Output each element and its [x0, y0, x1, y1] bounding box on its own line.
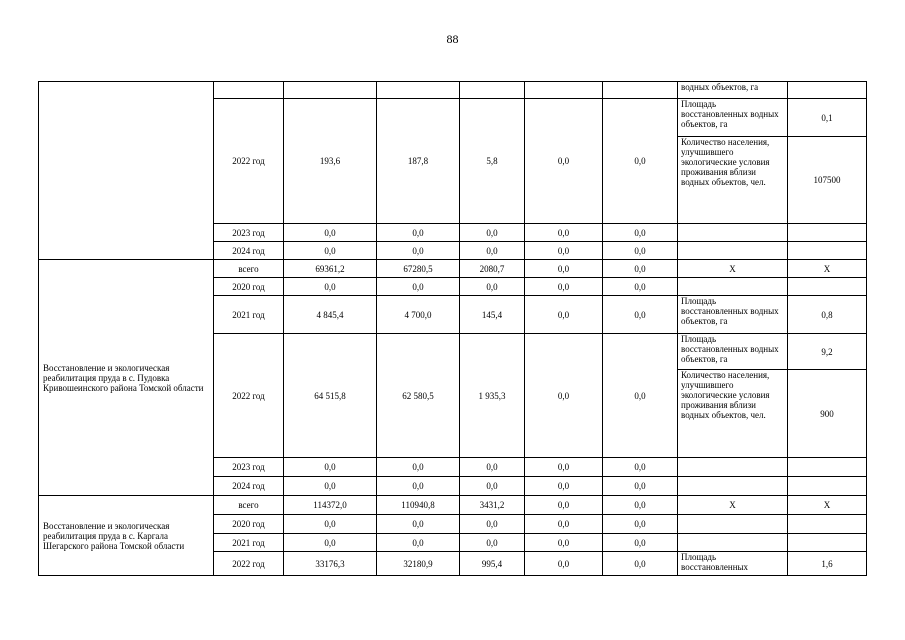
federal-cell: 0,0 — [377, 278, 460, 296]
other-cell: 0,0 — [603, 99, 678, 224]
federal-cell: 0,0 — [377, 242, 460, 260]
other-cell: 0,0 — [603, 242, 678, 260]
project-name-cell — [39, 82, 214, 260]
year-cell: 2021 год — [214, 534, 284, 552]
indicator-name-cell: X — [678, 496, 788, 515]
total-cell: 0,0 — [284, 477, 377, 496]
table-row — [39, 82, 867, 99]
total-cell: 69361,2 — [284, 260, 377, 278]
local-cell: 0,0 — [525, 224, 603, 242]
year-cell: 2020 год — [214, 515, 284, 534]
indicator-name-cell: Площадь восстановленных водных объектов, га — [678, 296, 788, 334]
project-name-cell: Восстановление и экологическая реабилитация пруда в с. Каргала Шегарского района Томской области — [39, 496, 214, 576]
other-cell: 0,0 — [603, 278, 678, 296]
local-cell: 0,0 — [525, 477, 603, 496]
indicator-value-cell — [788, 458, 867, 477]
year-cell: 2021 год — [214, 296, 284, 334]
indicator-name-cell: Количество населения, улучшившего экологические условия проживания вблизи водных объектов, чел. — [678, 370, 788, 458]
regional-cell: 0,0 — [460, 515, 525, 534]
total-cell: 0,0 — [284, 515, 377, 534]
local-cell: 0,0 — [525, 260, 603, 278]
indicator-value-cell — [788, 278, 867, 296]
year-cell: 2022 год — [214, 552, 284, 576]
indicator-name-cell: X — [678, 260, 788, 278]
federal-cell: 67280,5 — [377, 260, 460, 278]
year-cell: 2024 год — [214, 242, 284, 260]
other-cell: 0,0 — [603, 334, 678, 458]
table-row — [39, 496, 867, 515]
other-cell: 0,0 — [603, 477, 678, 496]
year-cell: 2023 год — [214, 458, 284, 477]
indicator-value-cell — [788, 477, 867, 496]
local-cell: 0,0 — [525, 334, 603, 458]
federal-cell: 32180,9 — [377, 552, 460, 576]
regional-cell: 0,0 — [460, 534, 525, 552]
regional-cell: 995,4 — [460, 552, 525, 576]
total-cell: 0,0 — [284, 278, 377, 296]
other-cell: 0,0 — [603, 534, 678, 552]
federal-cell: 187,8 — [377, 99, 460, 224]
other-cell: 0,0 — [603, 224, 678, 242]
other-cell: 0,0 — [603, 458, 678, 477]
federal-cell: 0,0 — [377, 458, 460, 477]
local-cell: 0,0 — [525, 534, 603, 552]
indicator-value-cell: 107500 — [788, 137, 867, 224]
year-cell: 2023 год — [214, 224, 284, 242]
year-cell: всего — [214, 260, 284, 278]
total-cell: 64 515,8 — [284, 334, 377, 458]
project-name-cell: Восстановление и экологическая реабилитация пруда в с. Пудовка Кривошеинского района Томской области — [39, 260, 214, 496]
federal-cell: 0,0 — [377, 224, 460, 242]
table-row — [39, 260, 867, 278]
total-cell: 0,0 — [284, 224, 377, 242]
federal-cell: 0,0 — [377, 515, 460, 534]
regional-cell: 0,0 — [460, 242, 525, 260]
indicator-value-cell: 1,6 — [788, 552, 867, 576]
local-cell: 0,0 — [525, 515, 603, 534]
local-cell — [525, 82, 603, 99]
indicator-name-cell: водных объектов, га — [678, 82, 788, 99]
indicator-value-cell: 0,8 — [788, 296, 867, 334]
year-cell — [214, 82, 284, 99]
indicator-value-cell — [788, 224, 867, 242]
indicator-name-cell — [678, 458, 788, 477]
federal-cell: 4 700,0 — [377, 296, 460, 334]
indicator-name-cell — [678, 515, 788, 534]
other-cell: 0,0 — [603, 296, 678, 334]
total-cell: 0,0 — [284, 458, 377, 477]
other-cell — [603, 82, 678, 99]
year-cell: 2024 год — [214, 477, 284, 496]
year-cell: 2022 год — [214, 334, 284, 458]
indicator-value-cell — [788, 515, 867, 534]
total-cell: 0,0 — [284, 534, 377, 552]
regional-cell: 0,0 — [460, 458, 525, 477]
federal-cell — [377, 82, 460, 99]
indicator-name-cell — [678, 224, 788, 242]
regional-cell: 0,0 — [460, 477, 525, 496]
total-cell: 193,6 — [284, 99, 377, 224]
total-cell: 4 845,4 — [284, 296, 377, 334]
total-cell: 114372,0 — [284, 496, 377, 515]
local-cell: 0,0 — [525, 278, 603, 296]
year-cell: всего — [214, 496, 284, 515]
other-cell: 0,0 — [603, 260, 678, 278]
federal-cell: 0,0 — [377, 477, 460, 496]
indicator-name-cell — [678, 278, 788, 296]
total-cell: 0,0 — [284, 242, 377, 260]
page-number: 88 — [446, 32, 459, 46]
regional-cell: 2080,7 — [460, 260, 525, 278]
federal-cell: 110940,8 — [377, 496, 460, 515]
indicator-name-cell: Площадь восстановленных водных объектов, га — [678, 334, 788, 370]
year-cell: 2020 год — [214, 278, 284, 296]
regional-cell: 145,4 — [460, 296, 525, 334]
regional-cell: 1 935,3 — [460, 334, 525, 458]
other-cell: 0,0 — [603, 496, 678, 515]
local-cell: 0,0 — [525, 552, 603, 576]
indicator-name-cell: Площадь восстановленных — [678, 552, 788, 576]
indicator-value-cell: 9,2 — [788, 334, 867, 370]
federal-cell: 0,0 — [377, 534, 460, 552]
year-cell: 2022 год — [214, 99, 284, 224]
other-cell: 0,0 — [603, 515, 678, 534]
indicator-value-cell — [788, 242, 867, 260]
indicator-name-cell: Площадь восстановленных водных объектов, га — [678, 99, 788, 137]
regional-cell: 0,0 — [460, 224, 525, 242]
regional-cell: 0,0 — [460, 278, 525, 296]
federal-cell: 62 580,5 — [377, 334, 460, 458]
indicator-value-cell: X — [788, 260, 867, 278]
indicator-name-cell — [678, 242, 788, 260]
regional-cell: 3431,2 — [460, 496, 525, 515]
local-cell: 0,0 — [525, 496, 603, 515]
indicator-name-cell — [678, 477, 788, 496]
total-cell: 33176,3 — [284, 552, 377, 576]
local-cell: 0,0 — [525, 296, 603, 334]
indicator-value-cell: 900 — [788, 370, 867, 458]
local-cell: 0,0 — [525, 242, 603, 260]
indicator-value-cell — [788, 534, 867, 552]
local-cell: 0,0 — [525, 458, 603, 477]
total-cell — [284, 82, 377, 99]
indicator-value-cell — [788, 82, 867, 99]
indicator-value-cell: 0,1 — [788, 99, 867, 137]
funding-table — [38, 81, 867, 576]
regional-cell: 5,8 — [460, 99, 525, 224]
indicator-value-cell: X — [788, 496, 867, 515]
other-cell: 0,0 — [603, 552, 678, 576]
local-cell: 0,0 — [525, 99, 603, 224]
indicator-name-cell: Количество населения, улучшившего экологические условия проживания вблизи водных объектов, чел. — [678, 137, 788, 224]
regional-cell — [460, 82, 525, 99]
indicator-name-cell — [678, 534, 788, 552]
